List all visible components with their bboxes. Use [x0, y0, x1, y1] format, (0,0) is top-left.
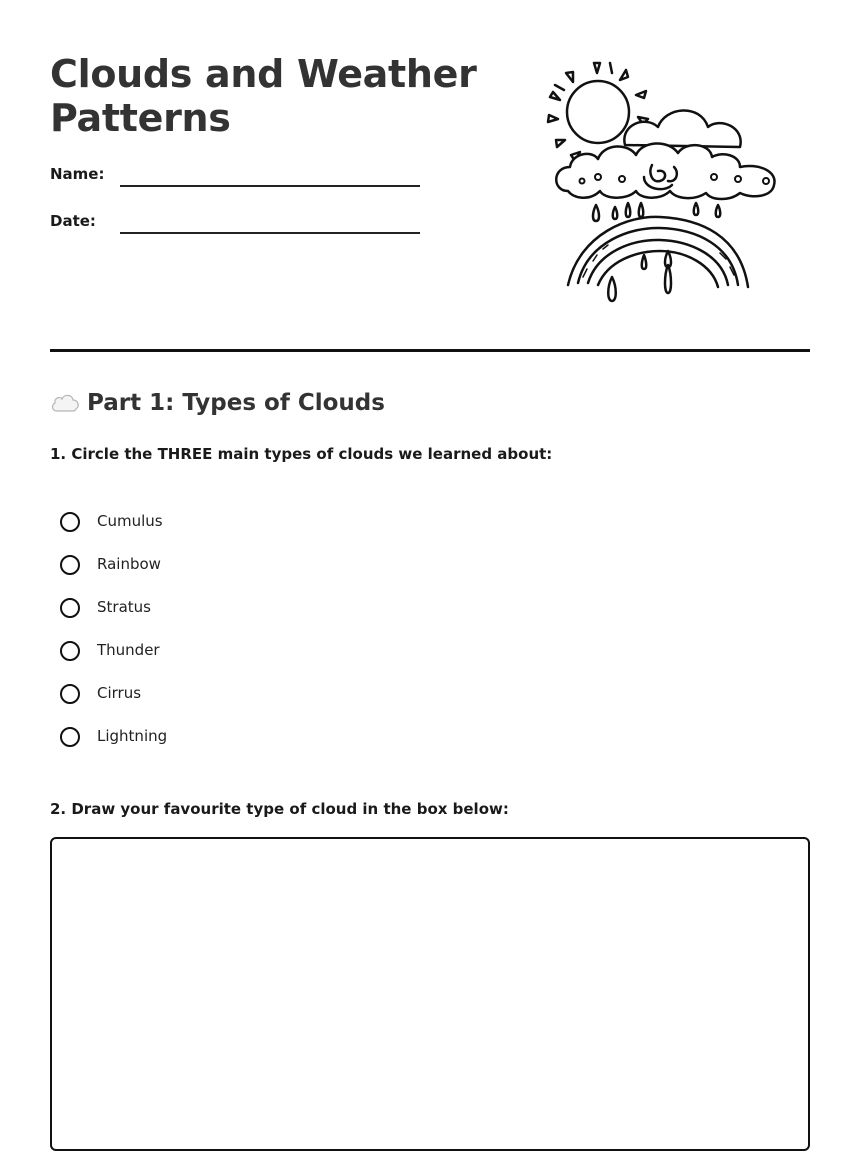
option-cumulus[interactable] — [60, 509, 167, 552]
option-label: Lightning — [97, 727, 168, 745]
part1-heading-text: Part 1: Types of Clouds — [87, 390, 385, 416]
option-circle[interactable] — [60, 684, 80, 704]
drawing-box[interactable] — [50, 837, 810, 1151]
option-rainbow[interactable] — [60, 552, 167, 595]
option-label: Thunder — [97, 641, 160, 659]
question-1-options — [60, 509, 167, 767]
option-circle[interactable] — [60, 512, 80, 532]
option-label: Stratus — [97, 598, 151, 616]
header-divider — [50, 349, 810, 352]
option-circle[interactable] — [60, 641, 80, 661]
option-thunder[interactable] — [60, 638, 167, 681]
page-title: Clouds and Weather Patterns — [50, 52, 477, 140]
option-label: Cirrus — [97, 684, 142, 702]
question-2-prompt: 2. Draw your favourite type of cloud in the box below: — [50, 800, 509, 818]
option-circle[interactable] — [60, 598, 80, 618]
cloud-icon — [50, 393, 80, 413]
date-label: Date: — [50, 212, 96, 230]
option-circle[interactable] — [60, 727, 80, 747]
date-write-line[interactable] — [120, 232, 420, 234]
cloud-icon — [556, 143, 774, 199]
option-label: Rainbow — [97, 555, 161, 573]
option-cirrus[interactable] — [60, 681, 167, 724]
part1-heading — [50, 388, 385, 418]
name-write-line[interactable] — [120, 185, 420, 187]
option-circle[interactable] — [60, 555, 80, 575]
option-label: Cumulus — [97, 512, 163, 530]
option-stratus[interactable] — [60, 595, 167, 638]
sun-icon — [567, 81, 629, 143]
name-field — [50, 165, 430, 189]
sun-cloud-rain-rainbow-icon — [540, 55, 790, 315]
name-label: Name: — [50, 165, 105, 183]
date-field — [50, 212, 430, 236]
back-cloud-icon — [624, 110, 740, 147]
question-1-prompt: 1. Circle the THREE main types of clouds we learned about: — [50, 445, 553, 463]
option-lightning[interactable] — [60, 724, 167, 767]
